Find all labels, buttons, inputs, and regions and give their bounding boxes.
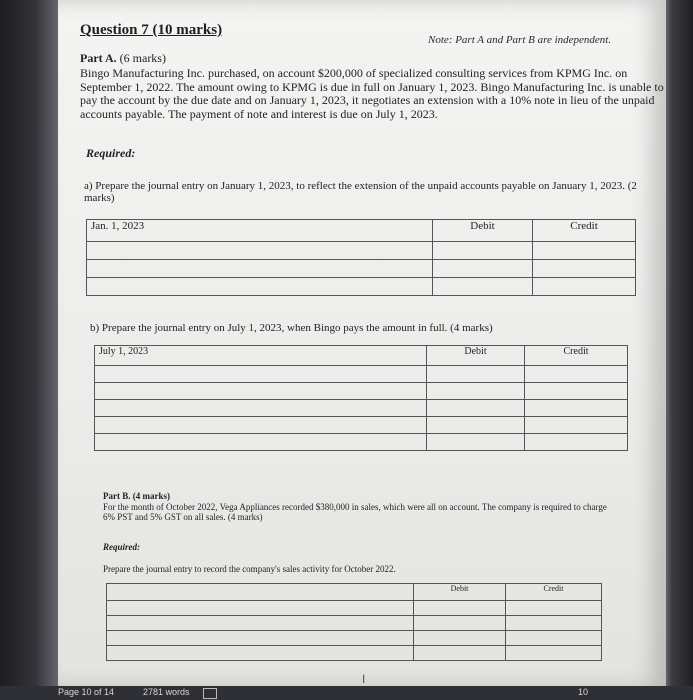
table-a-debit-header: Debit xyxy=(433,220,533,242)
part-b-instruction: Prepare the journal entry to record the company's sales activity for October 2022. xyxy=(103,564,396,574)
table-row xyxy=(95,417,628,434)
table-cell[interactable] xyxy=(433,278,533,296)
table-cell[interactable] xyxy=(433,242,533,260)
part-b-heading: Part B. (4 marks) xyxy=(103,491,170,501)
table-cell[interactable] xyxy=(533,260,636,278)
table-row xyxy=(107,584,602,601)
left-bezel xyxy=(0,0,60,700)
table-cell[interactable] xyxy=(525,366,628,383)
table-row xyxy=(107,601,602,616)
table-c-debit-header: Debit xyxy=(414,584,506,601)
part-a-heading xyxy=(80,51,166,66)
table-cell[interactable] xyxy=(506,616,602,631)
table-cell[interactable] xyxy=(427,383,525,400)
table-cell[interactable] xyxy=(525,417,628,434)
table-b-credit-header: Credit xyxy=(525,346,628,366)
page-indicator[interactable]: Page 10 of 14 xyxy=(58,687,115,697)
text-cursor-icon: I xyxy=(362,672,366,686)
table-cell[interactable] xyxy=(427,400,525,417)
table-row xyxy=(87,278,636,296)
right-bezel xyxy=(663,0,693,700)
part-b-paragraph: For the month of October 2022, Vega Appliances recorded $380,000 in sales, which were all on account. The company is required to charge 6% PST and 5% GST on all sales. (4 marks) xyxy=(103,502,607,522)
proofing-icon[interactable] xyxy=(203,688,217,699)
table-cell[interactable] xyxy=(427,417,525,434)
journal-table-b xyxy=(94,345,628,451)
page-number: 10 xyxy=(578,687,589,697)
table-cell[interactable] xyxy=(95,434,427,451)
part-a-marks: (6 marks) xyxy=(116,51,166,65)
table-row xyxy=(95,400,628,417)
table-cell[interactable] xyxy=(107,601,414,616)
table-row xyxy=(107,616,602,631)
table-cell[interactable] xyxy=(427,434,525,451)
table-row xyxy=(95,366,628,383)
table-cell[interactable] xyxy=(95,400,427,417)
table-cell[interactable] xyxy=(525,434,628,451)
table-cell[interactable] xyxy=(95,417,427,434)
question-b-text: b) Prepare the journal entry on July 1, 2023, when Bingo pays the amount in full. (4 marks) xyxy=(90,322,493,334)
journal-table-c xyxy=(106,583,602,661)
table-cell[interactable] xyxy=(427,366,525,383)
table-row xyxy=(87,220,636,242)
status-bar xyxy=(0,686,693,700)
table-cell[interactable] xyxy=(87,278,433,296)
table-c-date-cell[interactable] xyxy=(107,584,414,601)
table-cell[interactable] xyxy=(414,601,506,616)
required-label-part-b: Required: xyxy=(103,542,140,552)
table-row xyxy=(87,242,636,260)
table-cell[interactable] xyxy=(506,631,602,646)
table-row xyxy=(95,434,628,451)
table-cell[interactable] xyxy=(107,616,414,631)
table-cell[interactable] xyxy=(414,646,506,661)
table-cell[interactable] xyxy=(525,383,628,400)
table-a-credit-header: Credit xyxy=(533,220,636,242)
table-cell[interactable] xyxy=(414,631,506,646)
required-label: Required: xyxy=(86,146,136,160)
table-cell[interactable] xyxy=(87,242,433,260)
table-cell[interactable] xyxy=(533,242,636,260)
table-b-debit-header: Debit xyxy=(427,346,525,366)
table-cell[interactable] xyxy=(525,400,628,417)
table-cell[interactable] xyxy=(107,646,414,661)
table-cell[interactable] xyxy=(414,616,506,631)
table-cell[interactable] xyxy=(533,278,636,296)
table-c-credit-header: Credit xyxy=(506,584,602,601)
table-b-date-cell[interactable]: July 1, 2023 xyxy=(95,346,427,366)
table-cell[interactable] xyxy=(433,260,533,278)
question-a-text: a) Prepare the journal entry on January 1, 2023, to reflect the extension of the unpaid accounts payable on January 1, 2023. (2 marks) xyxy=(84,180,637,204)
journal-table-a xyxy=(86,219,636,296)
table-a-date-cell[interactable]: Jan. 1, 2023 xyxy=(87,220,433,242)
table-row xyxy=(107,631,602,646)
table-cell[interactable] xyxy=(95,366,427,383)
table-row xyxy=(95,383,628,400)
table-cell[interactable] xyxy=(506,601,602,616)
table-cell[interactable] xyxy=(95,383,427,400)
table-row xyxy=(95,346,628,366)
part-a-paragraph: Bingo Manufacturing Inc. purchased, on account $200,000 of specialized consulting services from KPMG Inc. on September 1, 2022. The amount owing to KPMG is due in full on January 1, 2023. Bingo Manufacturing Inc. is unable to pay the account by the due date and on January 1, 2023, it negotiates an extension with a 10% note in lieu of the unpaid accounts payable. The payment of note and interest is due on July 1, 2023. xyxy=(80,66,664,121)
table-row xyxy=(87,260,636,278)
table-cell[interactable] xyxy=(87,260,433,278)
document-page xyxy=(58,0,666,688)
part-a-label: Part A. xyxy=(80,51,117,65)
table-row xyxy=(107,646,602,661)
word-count[interactable]: 2781 words xyxy=(143,687,190,697)
table-cell[interactable] xyxy=(506,646,602,661)
question-note: Note: Part A and Part B are independent. xyxy=(428,34,612,46)
question-title: Question 7 (10 marks) xyxy=(80,22,223,38)
table-cell[interactable] xyxy=(107,631,414,646)
